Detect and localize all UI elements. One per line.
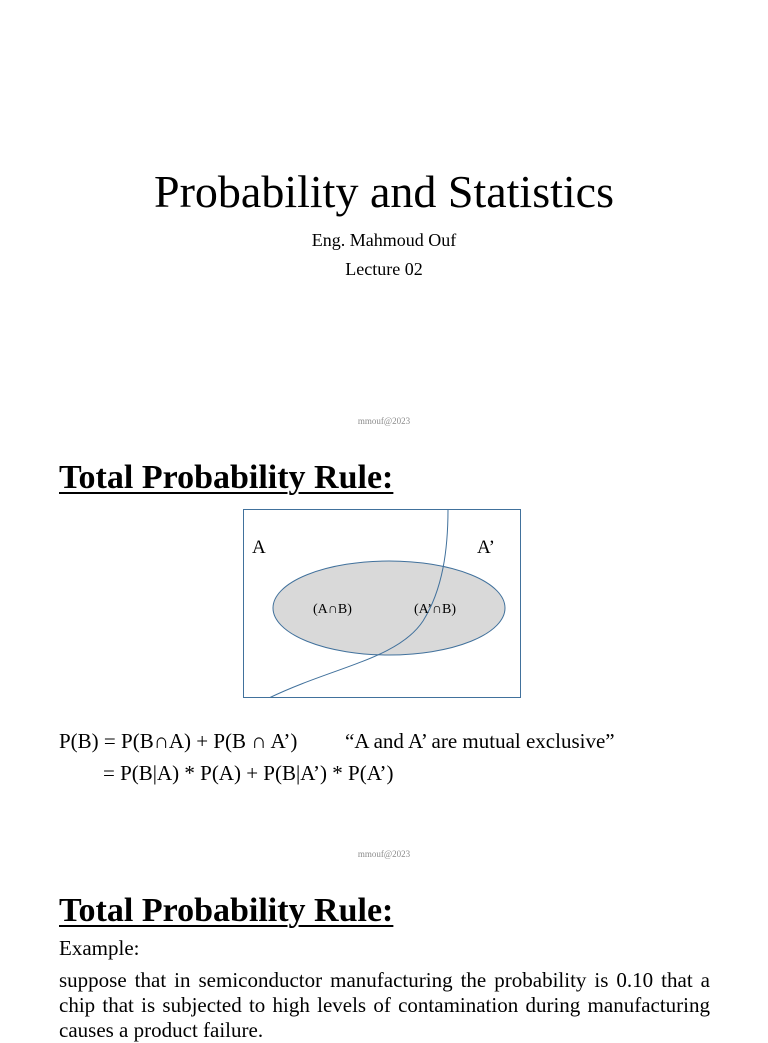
slide-footer: mmouf@2023: [357, 849, 411, 859]
label-a: A: [252, 537, 266, 558]
author-name: Eng. Mahmoud Ouf: [311, 230, 457, 250]
slide-title: Probability and Statistics: [154, 166, 614, 217]
formula-line-1: P(B) = P(B∩A) + P(B ∩ A’): [59, 729, 298, 753]
lecture-number: Lecture 02: [345, 259, 423, 279]
region-a-and-b: (A∩B): [313, 602, 352, 617]
example-label: Example:: [59, 936, 140, 960]
label-a-prime: A’: [477, 537, 495, 558]
formula-note: “A and A’ are mutual exclusive”: [345, 729, 615, 753]
region-a-prime-and-b: (A’∩B): [414, 602, 456, 617]
formula-line-2: = P(B|A) * P(A) + P(B|A’) * P(A’): [103, 761, 394, 785]
venn-diagram: [243, 509, 521, 698]
slide-footer: mmouf@2023: [357, 416, 411, 426]
section-heading: Total Probability Rule:: [59, 459, 394, 496]
section-heading: Total Probability Rule:: [59, 892, 394, 929]
example-paragraph: suppose that in semiconductor manufacturing the probability is 0.10 that a chip that is subjected to high levels of contamination during manufacturing causes a product failure.: [59, 968, 710, 1042]
event-b-ellipse: [273, 561, 505, 655]
